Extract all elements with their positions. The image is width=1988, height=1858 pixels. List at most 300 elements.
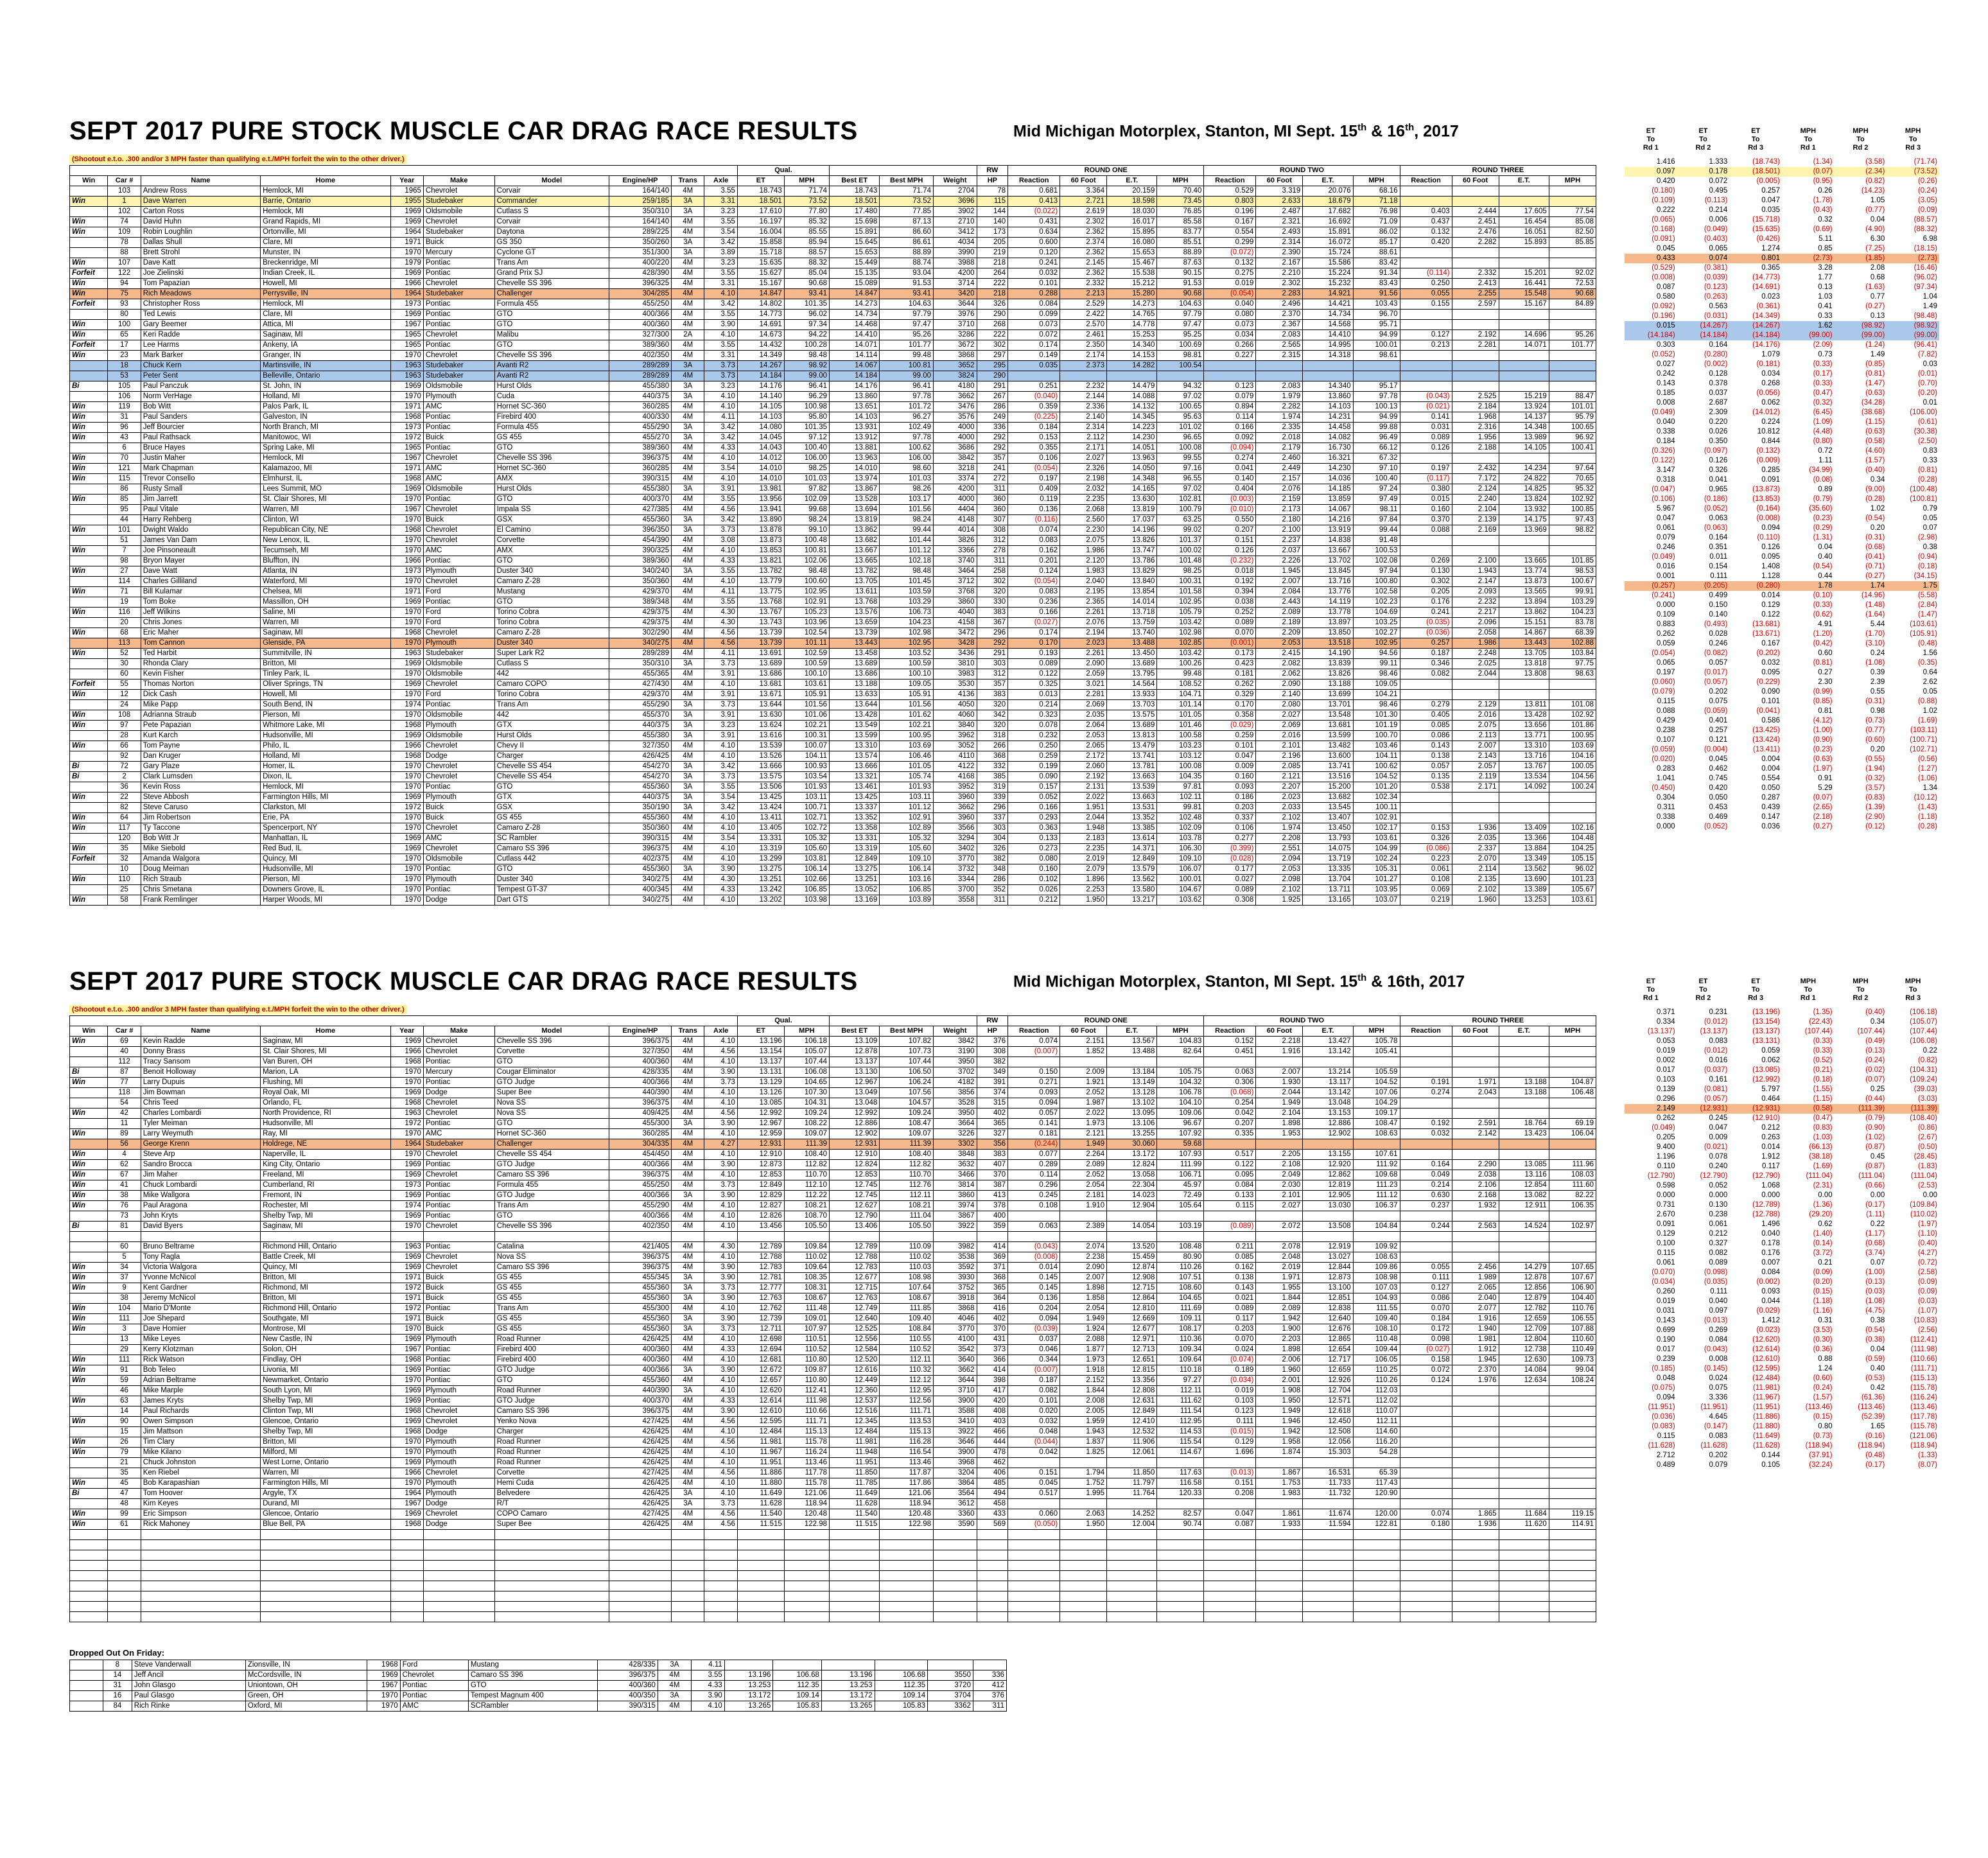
table-cell: 0.143: [1400, 741, 1452, 751]
table-cell: 13.275: [737, 864, 784, 875]
diff-spacer-cell: [1625, 1003, 1939, 1008]
table-cell: 13.458: [830, 649, 880, 659]
table-cell: 340/275: [609, 875, 671, 885]
table-cell: 0.308: [1204, 895, 1256, 906]
table-cell: 0.196: [1204, 207, 1256, 217]
table-cell: 4M: [672, 813, 704, 823]
diff-cell: (14.773): [1752, 274, 1780, 281]
table-cell: 13.518: [1303, 638, 1353, 649]
table-cell: 1974: [390, 1201, 423, 1211]
table-cell: 98: [108, 556, 141, 566]
result-cell: [70, 834, 108, 844]
table-cell: 100.67: [1549, 577, 1596, 587]
table-cell: 315: [977, 1098, 1008, 1109]
empty-cell: [1303, 1550, 1353, 1561]
table-cell: AMC: [423, 546, 494, 556]
table-cell: 1.995: [1060, 1489, 1107, 1499]
table-cell: 100.93: [784, 762, 829, 772]
table-cell: Challenger: [494, 1139, 609, 1150]
driver-name: Eric Simpson: [141, 1509, 260, 1520]
table-cell: [1452, 813, 1499, 823]
table-cell: 4.10: [704, 392, 737, 402]
table-cell: 0.211: [1204, 1242, 1256, 1252]
table-cell: 42: [108, 1109, 141, 1119]
driver-name: Jeff Ancil: [132, 1670, 245, 1681]
diff-cell: 0.04: [1870, 1345, 1885, 1353]
table-cell: Plymouth: [423, 1437, 494, 1448]
diff-cell: 0.006: [1709, 216, 1728, 223]
table-cell: 3840: [934, 721, 977, 731]
table-row: [70, 361, 1596, 371]
diff-cell: 0.017: [1656, 1345, 1675, 1353]
diff-cell: 0.745: [1709, 775, 1728, 782]
empty-cell: [1060, 1602, 1107, 1612]
table-cell: 100.71: [784, 803, 829, 813]
table-cell: 84.89: [1549, 299, 1596, 310]
table-cell: 3.54: [704, 464, 737, 474]
table-cell: 385: [977, 772, 1008, 782]
table-cell: 391: [977, 1078, 1008, 1088]
table-cell: 352: [977, 885, 1008, 895]
table-cell: [1499, 1098, 1549, 1109]
table-cell: 37: [108, 1273, 141, 1283]
column-header: Make: [423, 1026, 494, 1037]
table-cell: 428/335: [597, 1660, 658, 1670]
table-cell: 1969: [390, 679, 423, 690]
table-cell: 120.00: [1353, 1509, 1400, 1520]
empty-cell: [704, 1571, 737, 1581]
diff-cell: 5.44: [1870, 620, 1885, 628]
table-cell: 3.73: [704, 1078, 737, 1088]
table-cell: 414: [977, 1242, 1008, 1252]
table-cell: 1970: [390, 351, 423, 361]
table-cell: 400/360: [609, 1355, 671, 1365]
diff-cell: 3.147: [1656, 466, 1675, 474]
table-cell: Chevelle SS 396: [494, 1037, 609, 1047]
empty-cell: [261, 1591, 391, 1602]
table-cell: 98.46: [1353, 669, 1400, 679]
table-cell: 97.27: [1157, 1376, 1204, 1386]
table-cell: Buick: [423, 813, 494, 823]
table-cell: 105.75: [1157, 1067, 1204, 1078]
diff-cell: 0.287: [1761, 794, 1780, 802]
table-cell: 1.752: [1060, 1478, 1107, 1489]
table-cell: 3226: [934, 1129, 977, 1139]
table-cell: 114: [108, 577, 141, 587]
driver-name: Tom Hoover: [141, 1489, 260, 1499]
table-cell: 1971: [390, 238, 423, 248]
diff-cell: (0.40): [1865, 1008, 1885, 1016]
table-cell: King City, Ontario: [261, 1160, 391, 1170]
empty-cell: [1256, 1561, 1303, 1571]
diff-cell: 0.014: [1761, 592, 1780, 599]
empty-cell: [1549, 1581, 1596, 1591]
table-cell: 13.251: [737, 875, 784, 885]
empty-cell: [390, 1561, 423, 1571]
table-cell: Buick: [423, 515, 494, 525]
table-cell: 0.158: [1400, 1355, 1452, 1365]
table-cell: 1.874: [1256, 1448, 1303, 1458]
diff-cell: (12.610): [1752, 1355, 1780, 1363]
table-cell: 0.302: [1400, 577, 1452, 587]
empty-cell: [1499, 1540, 1549, 1550]
result-cell: [70, 1499, 108, 1509]
table-cell: 1967: [390, 453, 423, 464]
table-cell: (0.043): [1008, 1242, 1060, 1252]
table-cell: 1.940: [1452, 1324, 1499, 1335]
table-cell: 101.93: [784, 782, 829, 793]
empty-cell: [1499, 1581, 1549, 1591]
table-cell: 12.516: [830, 1407, 880, 1417]
diff-header: To: [1804, 986, 1813, 994]
table-cell: 3530: [934, 679, 977, 690]
table-cell: [1452, 1211, 1499, 1222]
table-cell: [1549, 1396, 1596, 1407]
table-cell: 111.12: [1353, 1191, 1400, 1201]
diff-cell: 0.00: [1923, 1191, 1937, 1199]
table-cell: 0.070: [1204, 628, 1256, 638]
diff-cell: (107.44): [1910, 1028, 1937, 1035]
diff-cell: 5.967: [1656, 505, 1675, 513]
diff-cell: 1.041: [1656, 775, 1675, 782]
table-cell: 14.421: [1303, 299, 1353, 310]
group-header-qual: Qual.: [737, 1016, 829, 1026]
table-cell: [1499, 813, 1549, 823]
table-cell: 111.98: [784, 1396, 829, 1407]
table-cell: 101.37: [1157, 536, 1204, 546]
table-cell: 0.085: [1204, 1252, 1256, 1263]
empty-cell: [1157, 1550, 1204, 1561]
table-cell: 77.85: [880, 207, 934, 217]
table-cell: 15.212: [1107, 279, 1157, 289]
table-cell: 2.065: [1060, 741, 1107, 751]
table-cell: 13.808: [1499, 669, 1549, 679]
table-cell: Oldsmobile: [423, 731, 494, 741]
table-cell: 1.753: [1256, 1478, 1303, 1489]
diff-header-row: [1625, 136, 1939, 144]
table-cell: 0.130: [1400, 566, 1452, 577]
table-cell: Trans Am: [494, 1201, 609, 1211]
table-cell: 102.59: [784, 649, 829, 659]
table-cell: 11.540: [830, 1509, 880, 1520]
table-cell: (0.028): [1204, 854, 1256, 864]
driver-name: Ken Riebel: [141, 1468, 260, 1478]
table-cell: 2.315: [1256, 351, 1303, 361]
table-cell: 440/375: [609, 392, 671, 402]
table-cell: 286: [977, 875, 1008, 885]
table-cell: 107.06: [1353, 1088, 1400, 1098]
table-cell: 2.114: [1452, 864, 1499, 875]
table-cell: 3.73: [704, 371, 737, 381]
table-cell: 0.166: [1008, 803, 1060, 813]
table-cell: 4M: [672, 649, 704, 659]
diff-cell: 1.333: [1709, 158, 1728, 166]
table-cell: Republican City, NE: [261, 525, 391, 536]
table-cell: [1499, 536, 1549, 546]
table-cell: [821, 1660, 875, 1670]
table-cell: 0.119: [1008, 495, 1060, 505]
diff-cell: 3.28: [1818, 264, 1833, 272]
table-cell: 3576: [934, 412, 977, 423]
table-cell: 1.877: [1060, 1345, 1107, 1355]
table-cell: [672, 1232, 704, 1242]
table-cell: 13.611: [830, 587, 880, 597]
table-cell: 110.52: [880, 1345, 934, 1355]
diff-cell: (0.426): [1756, 235, 1780, 243]
table-cell: 38: [108, 1191, 141, 1201]
table-cell: 4M: [672, 1098, 704, 1109]
table-cell: [1499, 793, 1549, 803]
diff-cell: 1.77: [1818, 274, 1833, 281]
table-cell: 4.30: [704, 875, 737, 885]
result-cell: Win: [70, 1417, 108, 1427]
shootout-note-2: (Shootout e.t.o. .300 and/or 3 MPH faster than qualifying e.t./MPH forfeit the win to the other driver.): [69, 1005, 407, 1014]
empty-cell: [1400, 1540, 1452, 1550]
differences-table-2: [1625, 977, 1939, 1470]
table-cell: 14.230: [1107, 433, 1157, 443]
table-cell: [1060, 1211, 1107, 1222]
table-cell: 4M: [672, 556, 704, 566]
table-cell: 14.153: [1107, 351, 1157, 361]
table-cell: 12.824: [830, 1160, 880, 1170]
table-cell: 2.016: [1256, 731, 1303, 741]
empty-cell: [1400, 1581, 1452, 1591]
table-cell: 478: [977, 1448, 1008, 1458]
table-cell: 12.902: [830, 1129, 880, 1139]
diff-cell: 0.40: [1870, 1365, 1885, 1372]
table-cell: 122: [108, 268, 141, 279]
table-cell: 4.10: [704, 1448, 737, 1458]
table-cell: [1452, 1458, 1499, 1468]
table-cell: Chevelle SS 396: [494, 1222, 609, 1232]
diff-cell: 0.263: [1761, 1134, 1780, 1141]
driver-name: Frank Remlinger: [141, 895, 260, 906]
diff-cell: (13.425): [1752, 726, 1780, 734]
table-cell: GTO: [494, 597, 609, 608]
table-cell: 12.677: [1107, 1324, 1157, 1335]
result-cell: Win: [70, 1520, 108, 1530]
table-cell: 2.083: [1256, 330, 1303, 340]
table-cell: 3.90: [691, 1691, 724, 1701]
diff-cell: (11.981): [1752, 1384, 1780, 1392]
diff-cell: 0.167: [1761, 640, 1780, 647]
table-cell: 0.101: [1204, 741, 1256, 751]
table-cell: 427/425: [609, 1509, 671, 1520]
table-cell: (0.027): [1400, 1345, 1452, 1355]
empty-cell: [934, 1591, 977, 1602]
table-cell: [784, 1232, 829, 1242]
table-cell: 1.949: [1256, 1098, 1303, 1109]
diff-cell: 0.844: [1761, 437, 1780, 445]
table-cell: 0.082: [1008, 1386, 1060, 1396]
table-cell: 3A: [672, 433, 704, 443]
table-row: [70, 1324, 1596, 1335]
table-cell: 4M: [672, 1427, 704, 1437]
table-row: [70, 782, 1596, 793]
table-cell: 101.35: [784, 423, 829, 433]
table-cell: 3.42: [704, 423, 737, 433]
table-cell: 108.10: [1353, 1324, 1400, 1335]
table-cell: 13.829: [1107, 566, 1157, 577]
table-cell: Grand Prix SJ: [494, 268, 609, 279]
table-cell: 3A: [672, 423, 704, 433]
table-cell: Chevrolet: [423, 1417, 494, 1427]
table-row: [70, 433, 1596, 443]
table-cell: 73.52: [784, 197, 829, 207]
table-cell: 96.67: [1157, 1119, 1204, 1129]
result-cell: [70, 659, 108, 669]
diff-cell: (0.092): [1652, 302, 1675, 310]
table-cell: 84: [103, 1701, 132, 1712]
table-row: [70, 1129, 1596, 1139]
table-cell: Chevrolet: [423, 279, 494, 289]
table-cell: 1966: [390, 741, 423, 751]
table-cell: [1157, 1499, 1204, 1509]
driver-name: Justin Maher: [141, 453, 260, 464]
empty-cell: [704, 1530, 737, 1540]
table-cell: 14.092: [1499, 782, 1549, 793]
table-cell: 14.273: [830, 299, 880, 310]
table-cell: 97.64: [1549, 464, 1596, 474]
table-row: [70, 1273, 1596, 1283]
table-cell: 109.92: [1353, 1242, 1400, 1252]
table-cell: 307: [977, 515, 1008, 525]
table-cell: 3740: [934, 556, 977, 566]
table-cell: 70.40: [1157, 186, 1204, 197]
diff-row: [1625, 1104, 1939, 1114]
table-row: [70, 679, 1596, 690]
table-cell: 12.789: [830, 1242, 880, 1252]
diff-cell: (0.60): [1865, 736, 1885, 744]
table-cell: 101.12: [880, 803, 934, 813]
table-cell: 4M: [672, 1417, 704, 1427]
table-cell: 1.955: [1256, 1283, 1303, 1293]
table-cell: 98.25: [1157, 566, 1204, 577]
table-cell: 2.147: [1452, 577, 1499, 587]
table-cell: 1963: [390, 1109, 423, 1119]
table-cell: 12.967: [737, 1119, 784, 1129]
table-cell: 13.689: [830, 659, 880, 669]
diff-cell: (61.36): [1861, 1394, 1885, 1401]
table-cell: 88.61: [1353, 248, 1400, 258]
table-cell: 1.987: [1060, 1098, 1107, 1109]
table-cell: 569: [977, 1520, 1008, 1530]
blank-row: [70, 1530, 1596, 1540]
table-cell: 2.415: [1256, 649, 1303, 659]
table-cell: 3204: [934, 1468, 977, 1478]
table-cell: 3412: [934, 227, 977, 238]
empty-cell: [1157, 1612, 1204, 1622]
table-cell: 2.075: [1452, 721, 1499, 731]
table-cell: Clarkston, MI: [261, 803, 391, 813]
empty-cell: [1256, 1591, 1303, 1602]
table-row: [70, 1109, 1596, 1119]
table-cell: 0.073: [1008, 320, 1060, 330]
diff-cell: (4.27): [1917, 1249, 1937, 1257]
diff-cell: (0.09): [1917, 206, 1937, 214]
diff-cell: 0.60: [1818, 649, 1833, 657]
table-cell: [1499, 803, 1549, 813]
diff-cell: (115.78): [1910, 1423, 1937, 1430]
diff-cell: (0.88): [1917, 697, 1937, 705]
diff-cell: 0.004: [1761, 755, 1780, 763]
empty-cell: [70, 1550, 108, 1561]
driver-name: Paul Aragona: [141, 1201, 260, 1211]
diff-cell: 2.08: [1870, 264, 1885, 272]
result-cell: Win: [70, 1109, 108, 1119]
table-cell: Cougar Eliminator: [494, 1067, 609, 1078]
table-row: [70, 1252, 1596, 1263]
result-cell: Forfeit: [70, 268, 108, 279]
table-cell: 13.299: [737, 854, 784, 864]
table-cell: Charger: [494, 751, 609, 762]
diff-cell: 0.047: [1656, 514, 1675, 522]
table-cell: SC Rambler: [494, 834, 609, 844]
table-cell: Manhattan, IL: [261, 834, 391, 844]
table-row: [70, 1037, 1596, 1047]
diff-cell: (71.74): [1914, 158, 1937, 166]
table-cell: 106.37: [1353, 1201, 1400, 1211]
table-cell: Britton, MI: [261, 1273, 391, 1283]
table-cell: 3696: [934, 197, 977, 207]
table-cell: 13.782: [737, 566, 784, 577]
driver-name: Tyler Meiman: [141, 1119, 260, 1129]
diff-cell: 0.245: [1709, 1114, 1728, 1122]
table-cell: 4M: [672, 1088, 704, 1098]
diff-cell: (0.63): [1813, 755, 1833, 763]
diff-cell: 0.351: [1709, 543, 1728, 551]
diff-cell: (1.85): [1835, 254, 1887, 263]
driver-name: Mike Leyes: [141, 1335, 260, 1345]
table-cell: 444: [977, 1437, 1008, 1448]
table-cell: 109.24: [880, 1109, 934, 1119]
table-cell: Hemlock, MI: [261, 186, 391, 197]
table-cell: [1549, 1037, 1596, 1047]
result-cell: [70, 443, 108, 453]
table-cell: 389/348: [609, 597, 671, 608]
table-cell: 0.273: [1008, 844, 1060, 854]
table-row: [70, 793, 1596, 803]
table-cell: 18: [108, 361, 141, 371]
diff-cell: (13.411): [1752, 746, 1780, 753]
table-cell: 0.060: [1008, 1509, 1060, 1520]
table-cell: 101.06: [784, 710, 829, 721]
column-header: MPH: [784, 176, 829, 186]
table-cell: 4000: [934, 495, 977, 505]
table-cell: 1.916: [1452, 1314, 1499, 1324]
diff-cell: 0.008: [1709, 1355, 1728, 1363]
table-cell: 12.739: [737, 1314, 784, 1324]
table-cell: (0.035): [1400, 618, 1452, 628]
column-header: Year: [390, 1026, 423, 1037]
table-cell: 106.04: [1549, 1129, 1596, 1139]
table-cell: 12.056: [1303, 1437, 1353, 1448]
table-cell: 3.23: [704, 721, 737, 731]
diff-row: [1625, 504, 1939, 514]
table-cell: 102.09: [1157, 823, 1204, 834]
empty-cell: [1107, 1591, 1157, 1602]
table-cell: 100.11: [1353, 803, 1400, 813]
table-cell: 14.273: [1107, 299, 1157, 310]
table-cell: 4404: [934, 505, 977, 515]
empty-cell: [390, 1591, 423, 1602]
table-cell: 426/425: [609, 1437, 671, 1448]
diff-cell: (0.070): [1652, 1268, 1675, 1276]
table-cell: 4040: [934, 608, 977, 618]
table-cell: 105.64: [1157, 1201, 1204, 1211]
table-cell: 13.253: [1499, 895, 1549, 906]
diff-cell: (115.78): [1910, 1384, 1937, 1392]
